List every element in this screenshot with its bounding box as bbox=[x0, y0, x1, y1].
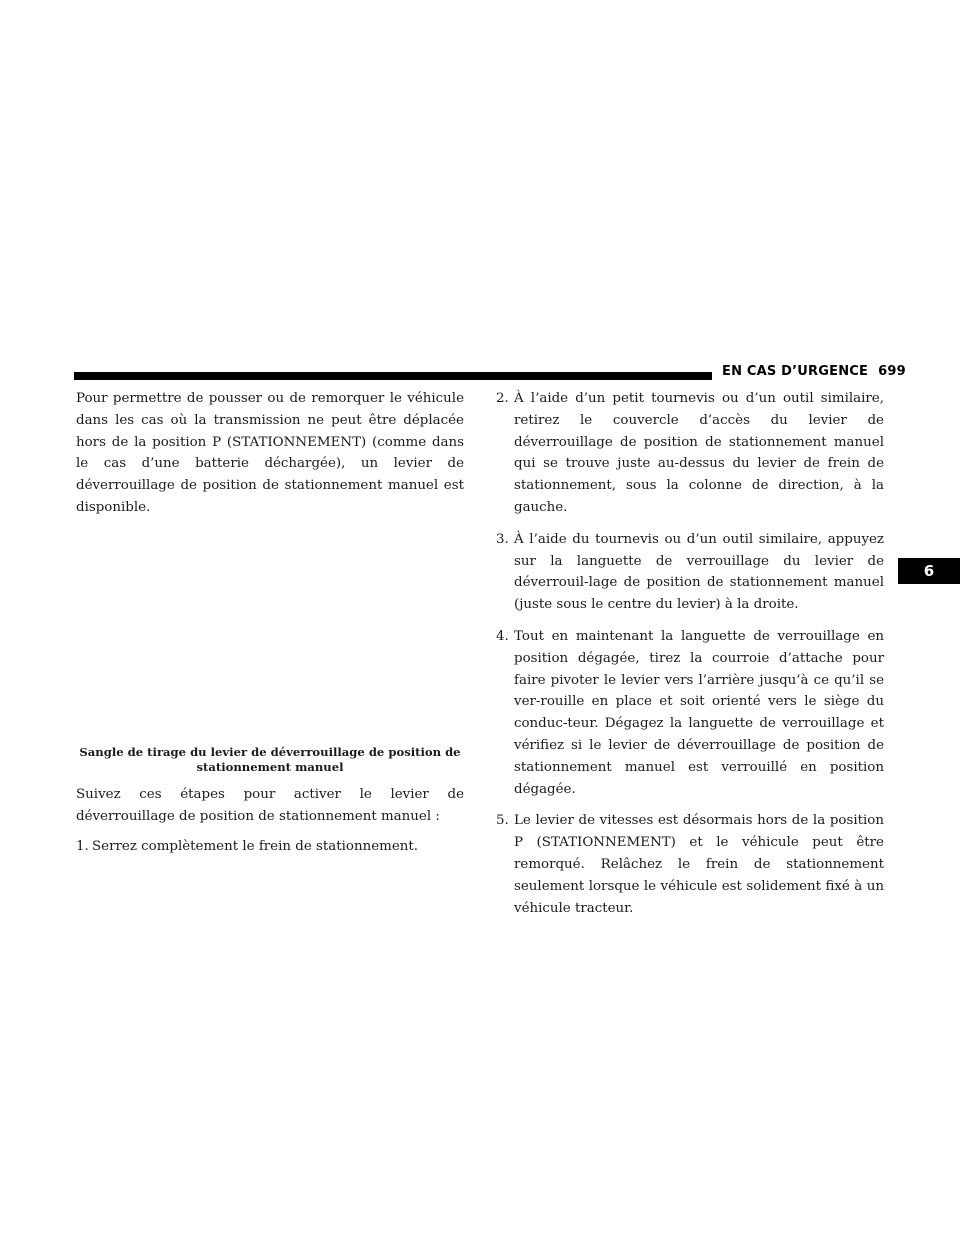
step-item bbox=[496, 388, 884, 519]
step-number: 2. bbox=[496, 391, 509, 406]
step-number: 5. bbox=[496, 813, 509, 829]
steps-lead: Suivez ces étapes pour activer le levier de déverrouillage de position de stationnement manuel : bbox=[76, 786, 464, 824]
step-text: À l’aide d’un petit tournevis ou d’un outil similaire, retirez le couvercle d’accès du levier de déverrouillage de position de stationnement manuel qui se trouve juste au-dessus du levier de frein de stationnement, sous la colonne de direction, à la gauche. bbox=[514, 391, 884, 515]
section-title: EN CAS D’URGENCE bbox=[722, 364, 869, 379]
figure-placeholder bbox=[76, 519, 464, 745]
step-text: Tout en maintenant la languette de verrouillage en position dégagée, tirez la courroie d’attache pour faire pivoter le levier vers l’arrière jusqu’à ce qu’il se ver-rouille en place et soit orienté vers le siège du conduc-teur. Dégagez la languette de verrouillage et vérifiez si le levier de déverrouillage de position de stationnement manuel est verrouillé en position dégagée. bbox=[514, 628, 884, 797]
step-number: 4. bbox=[496, 628, 509, 644]
figure-caption: Sangle de tirage du levier de déverrouillage de position de stationnement manuel bbox=[79, 744, 461, 775]
step-item bbox=[76, 836, 464, 858]
header-rule bbox=[74, 372, 712, 380]
step-number: 1. bbox=[76, 839, 89, 855]
step-number: 3. bbox=[496, 531, 509, 547]
chapter-tab: 6 bbox=[898, 558, 960, 584]
step-text: Serrez complètement le frein de stationnement. bbox=[92, 839, 419, 855]
right-column bbox=[496, 388, 884, 929]
step-text: À l’aide du tournevis ou d’un outil similaire, appuyez sur la languette de verrouillage du levier de déverrouil-lage de position de stationnement manuel (juste sous le centre du levier) à la droite. bbox=[514, 531, 884, 613]
step-text: Le levier de vitesses est désormais hors de la position P (STATIONNEMENT) et le véhicule peut être remorqué. Relâchez le frein de stationnement seulement lorsque le véhicule est solidement fixé à un véhicule tracteur. bbox=[514, 813, 884, 916]
page-number: 699 bbox=[878, 364, 906, 379]
step-item bbox=[496, 529, 884, 616]
running-header bbox=[722, 364, 906, 379]
left-column bbox=[76, 388, 464, 868]
intro-paragraph: Pour permettre de pousser ou de remorquer le véhicule dans les cas où la transmission ne peut être déplacée hors de la position P (STATIONNEMENT) (comme dans le cas d’une batterie déchargée), un levier de déverrouillage de position de stationnement manuel est disponible. bbox=[76, 391, 464, 515]
step-item bbox=[496, 810, 884, 919]
step-item bbox=[496, 626, 884, 800]
